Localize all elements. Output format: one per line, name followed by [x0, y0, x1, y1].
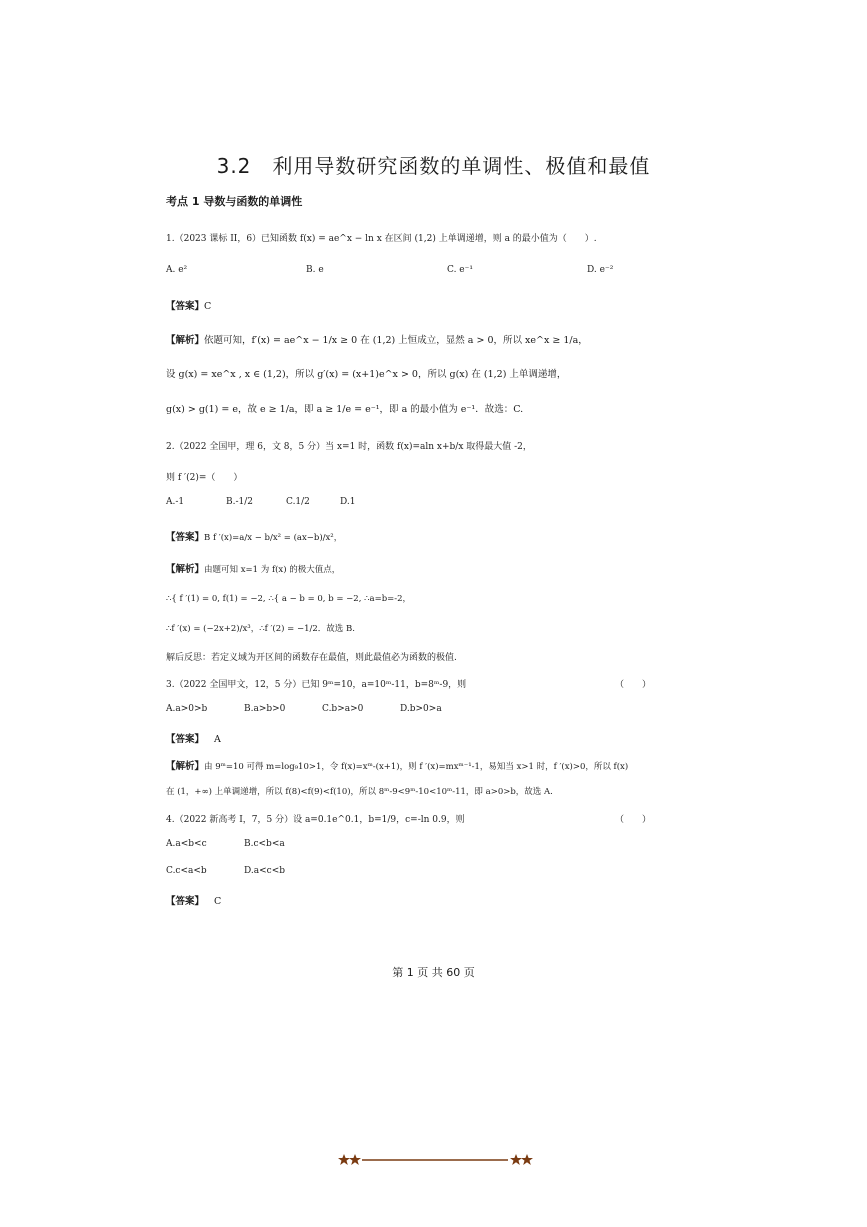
q3-option-b: B.a>b>0 [244, 704, 286, 714]
page-title: 3.2 利用导数研究函数的单调性、极值和最值 [216, 154, 651, 178]
q2-analysis-line-3: ∴f ′(x) = (−2x+2)/x³，∴f ′(2) = −1/2．故选 B. [166, 624, 355, 634]
q3-option-d: D.b>0>a [400, 704, 442, 714]
analysis-label: 【解析】 [166, 335, 205, 346]
right-stars-icon [510, 1154, 533, 1165]
q1-option-d: D. e⁻² [587, 265, 614, 275]
question-4-stem: 4.（2022 新高考 I，7，5 分）设 a=0.1e^0.1，b=1/9，c=-ln 0.9，则 [166, 815, 465, 825]
answer-label: 【答案】 [166, 734, 205, 745]
analysis-label: 【解析】 [166, 761, 205, 772]
q1-analysis-line-1 [166, 332, 588, 346]
q4-answer-bracket: （ ） [615, 815, 652, 825]
question-2-stem: 2.（2022 全国甲，理 6，文 8，5 分）当 x=1 时，函数 f(x)=aln x+b/x 取得最大值 -2， [166, 442, 532, 452]
q2-analysis-line-2: ∴{ f ′(1) = 0, f(1) = −2, ∴{ a − b = 0, b = −2, ∴a=b=-2， [166, 594, 412, 604]
star-divider-ornament [338, 1153, 533, 1167]
section-heading: 考点 1 导数与函数的单调性 [166, 195, 303, 208]
q2-reflection: 解后反思：若定义域为开区间的函数存在最值，则此最值必为函数的极值. [166, 653, 457, 663]
answer-value: C [214, 896, 222, 907]
left-stars-icon [338, 1154, 361, 1165]
q1-option-b: B. e [306, 265, 324, 275]
q3-option-c: C.b>a>0 [322, 704, 364, 714]
q3-option-a: A.a>0>b [166, 704, 208, 714]
q2-answer [166, 529, 342, 543]
q4-option-d: D.a<c<b [244, 866, 286, 876]
answer-label: 【答案】 [166, 301, 205, 312]
q1-analysis-line-3: g(x) > g(1) = e，故 e ≥ 1/a，即 a ≥ 1/e = e⁻¹，即 a 的最小值为 e⁻¹．故选：C. [166, 404, 524, 415]
question-3-stem: 3.（2022 全国甲文，12，5 分）已知 9ᵐ=10，a=10ᵐ-11，b=8ᵐ-9，则 [166, 680, 467, 690]
q2-option-c: C.1/2 [286, 497, 310, 507]
q4-option-c: C.c<a<b [166, 866, 207, 876]
q1-answer [166, 298, 211, 312]
answer-value: A [214, 734, 221, 745]
answer-label: 【答案】 [166, 896, 205, 907]
analysis-label: 【解析】 [166, 564, 205, 575]
q4-option-b: B.c<b<a [244, 839, 285, 849]
q3-answer [166, 731, 221, 745]
q3-analysis-line-1 [166, 758, 628, 772]
answer-value: C [204, 301, 212, 312]
q1-option-c: C. e⁻¹ [447, 265, 473, 275]
analysis-text: 由题可知 x=1 为 f(x) 的极大值点， [204, 565, 341, 575]
q4-answer [166, 893, 221, 907]
q2-option-a: A.-1 [166, 497, 185, 507]
analysis-text: 由 9ᵐ=10 可得 m=log₉10>1，令 f(x)=xᵐ-(x+1)，则 f ′(x)=mxᵐ⁻¹-1，易知当 x>1 时，f ′(x)>0，所以 f(x) [204, 762, 629, 772]
q4-option-a: A.a<b<c [166, 839, 207, 849]
q2-option-b: B.-1/2 [226, 497, 253, 507]
q2-option-d: D.1 [340, 497, 356, 507]
q3-analysis-line-2: 在 (1，+∞) 上单调递增，所以 f(8)<f(9)<f(10)，所以 8ᵐ-9<9ᵐ-10<10ᵐ-11，即 a>0>b，故选 A. [166, 787, 553, 797]
q1-option-a: A. e² [166, 265, 188, 275]
question-2-stem-2: 则 f ′(2)=（ ） [166, 473, 243, 483]
answer-label: 【答案】 [166, 532, 205, 543]
question-1-stem: 1.（2023 课标 II，6）已知函数 f(x) = ae^x − ln x 在区间 (1,2) 上单调递增，则 a 的最小值为（ ）. [166, 234, 597, 244]
answer-value: B f ′(x)=a/x − b/x² = (ax−b)/x²， [204, 533, 343, 543]
q3-answer-bracket: （ ） [615, 680, 652, 690]
page-footer: 第 1 页 共 60 页 [392, 966, 475, 979]
analysis-text: 依题可知，f′(x) = ae^x − 1/x ≥ 0 在 (1,2) 上恒成立，显然 a > 0，所以 xe^x ≥ 1/a， [204, 335, 588, 346]
q2-analysis-line-1 [166, 561, 340, 575]
q1-analysis-line-2: 设 g(x) = xe^x , x ∈ (1,2)，所以 g′(x) = (x+1)e^x > 0，所以 g(x) 在 (1,2) 上单调递增， [166, 369, 567, 380]
